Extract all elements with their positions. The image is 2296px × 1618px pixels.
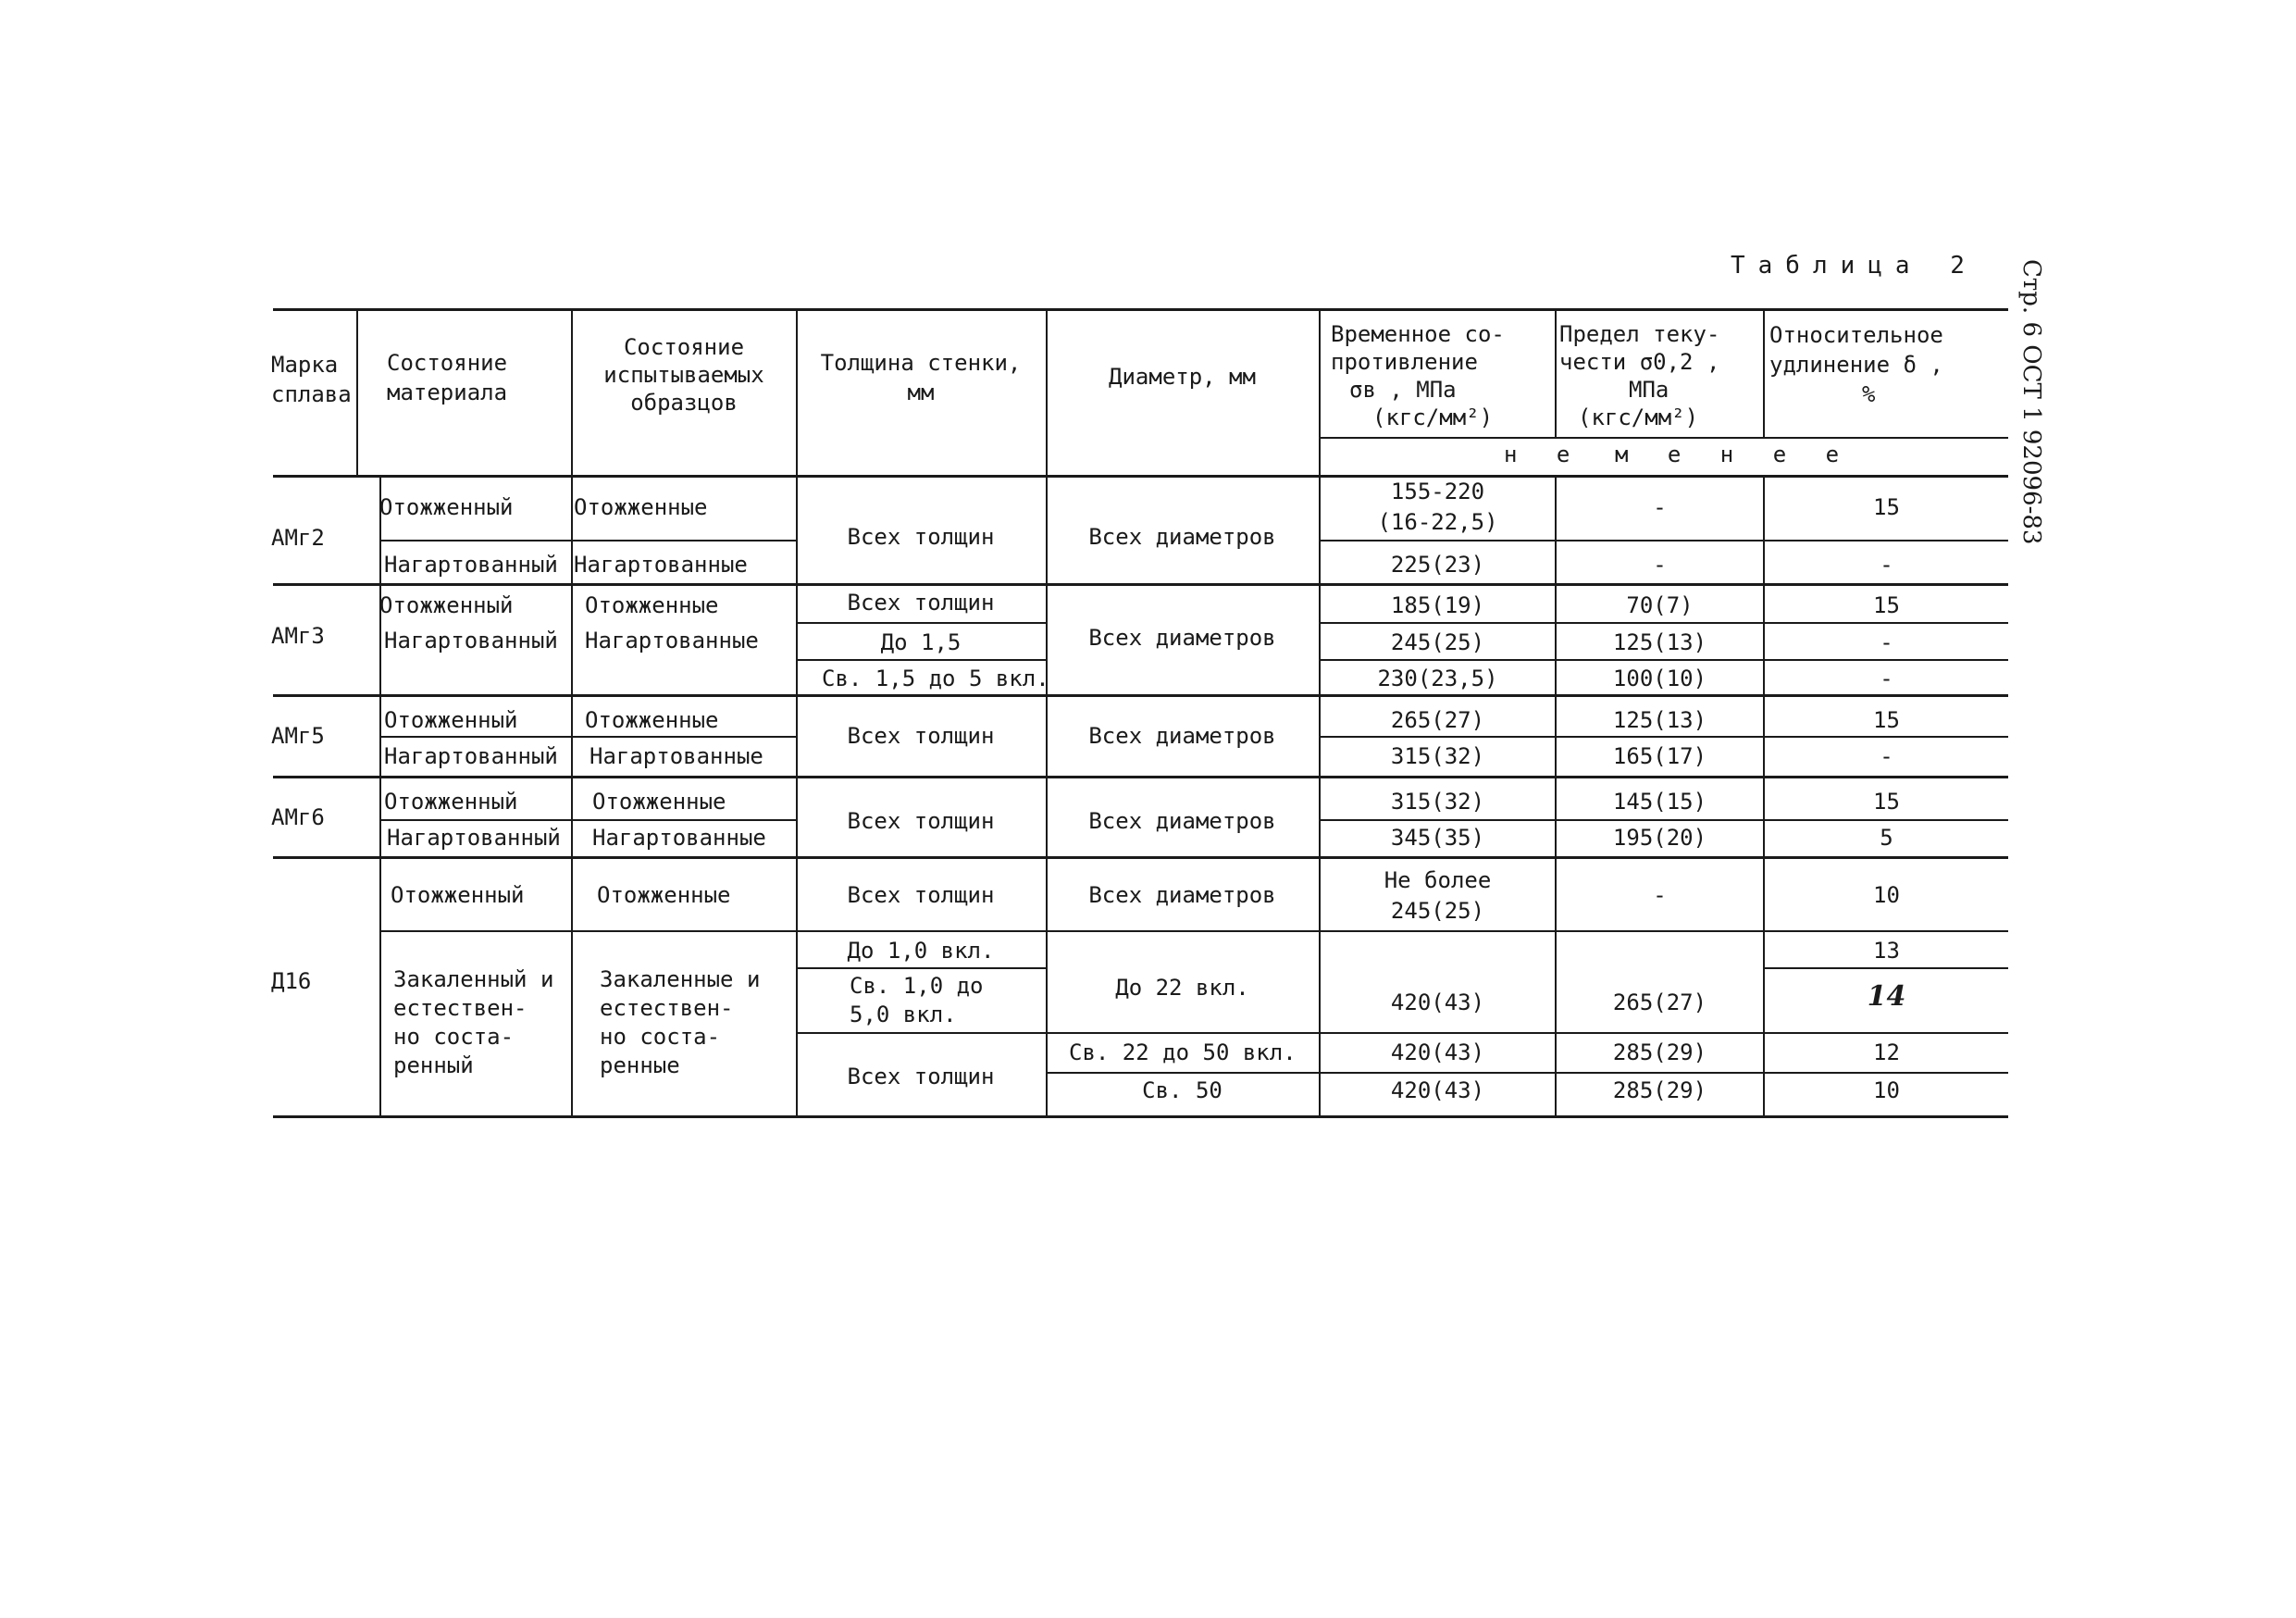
table-cell: 265(27) [1390,707,1485,733]
table-cell: 125(13) [1612,629,1707,655]
table-cell: Нагартованный [384,628,558,653]
table-cell: 15 [1873,592,1900,618]
grade-amg3: АМг3 [271,623,325,649]
table-cell: Св. 1,0 до 5,0 вкл. [850,973,984,1027]
table-cell: Всех толщин [847,524,995,550]
table-cell: 230(23,5) [1377,666,1498,691]
header-material-state: Состояние материала [387,350,508,405]
table-cell: 315(32) [1390,789,1485,815]
header-wall-thickness: Толщина стенки, мм [820,350,1022,405]
table-cell: Нагартованный [384,743,558,769]
table-cell: Отожженные [585,592,719,618]
grade-amg2: АМг2 [271,525,325,551]
table-cell: Всех диаметров [1088,524,1276,550]
table-cell: 185(19) [1390,592,1485,618]
table-cell: 345(35) [1390,825,1485,851]
table-cell: - [1653,552,1667,578]
table-cell: 70(7) [1626,592,1694,618]
table-cell: Всех толщин [847,882,995,908]
table-cell: 265(27) [1612,989,1707,1015]
table-cell: Нагартованные [592,825,766,851]
grade-amg5: АМг5 [271,723,325,749]
table-cell: 12 [1873,1039,1900,1065]
table-cell: Всех толщин [847,590,995,616]
table-cell: Нагартованные [590,743,763,769]
table-cell: Отожженные [597,882,731,908]
handwritten-correction: 14 [1867,980,1906,1013]
table-cell: Отожженный [391,882,525,908]
table-cell: Нагартованный [387,825,561,851]
table-cell: - [1880,743,1893,769]
table-cell: - [1880,666,1893,691]
table-caption: Таблица 2 [1731,252,1978,280]
table-cell: Нагартованный [384,552,558,578]
header-not-less-1: н е [1504,442,1583,467]
table-cell: 15 [1873,494,1900,520]
table-cell: 225(23) [1390,552,1485,578]
table-cell: 15 [1873,707,1900,733]
header-sample-state: Состояние испытываемых образцов [603,334,764,416]
table-cell: 245(25) [1390,629,1485,655]
table-cell: Отожженный [384,789,518,815]
table-cell: 15 [1873,789,1900,815]
table-cell: Закаленные и естествен- но соста- ренные [600,966,761,1078]
table-cell: - [1653,494,1667,520]
table-cell: Св. 22 до 50 вкл. [1069,1039,1297,1065]
table-cell: Отожженный [384,707,518,733]
table-cell: - [1653,882,1667,908]
table-cell: Всех диаметров [1088,723,1276,749]
header-tensile-strength: Временное со- противление σв , МПа (кгс/мм²) [1331,321,1505,430]
table-cell: Всех толщин [847,808,995,834]
table-cell: Нагартованные [574,552,748,578]
table-cell: 5 [1880,825,1893,851]
table-cell: 10 [1873,1077,1900,1103]
table-cell: Не более 245(25) [1384,867,1492,924]
document-reference: Стр. 6 ОСТ 1 92096-83 [2017,259,2045,545]
table-cell: Отожженные [574,494,708,520]
table-cell: Всех диаметров [1088,882,1276,908]
table-cell: - [1880,629,1893,655]
table-cell: Св. 1,5 до 5 вкл. [822,666,1049,691]
table-cell: Отожженный [379,592,514,618]
table-cell: Отожженные [585,707,719,733]
table-cell: До 22 вкл. [1115,975,1249,1001]
table-cell: 145(15) [1612,789,1707,815]
table-cell: Закаленный и естествен- но соста- ренный [393,966,554,1078]
table-cell: До 1,0 вкл. [847,938,995,964]
table-cell: 420(43) [1390,989,1485,1015]
table-cell: 195(20) [1612,825,1707,851]
table-cell: Всех диаметров [1088,808,1276,834]
table-cell: Всех толщин [847,723,995,749]
table-cell: 125(13) [1612,707,1707,733]
table-cell: Нагартованные [585,628,759,653]
table-cell: 420(43) [1390,1077,1485,1103]
table-cell: 285(29) [1612,1039,1707,1065]
table-cell: 285(29) [1612,1077,1707,1103]
table-cell: Отожженный [379,494,514,520]
table-cell: Св. 50 [1142,1077,1222,1103]
table-cell: Всех диаметров [1088,625,1276,651]
header-grade: Марка сплава [271,352,352,407]
header-diameter: Диаметр, мм [1109,364,1256,390]
header-yield-strength: Предел теку- чести σ0,2 , МПа (кгс/мм²) [1559,321,1720,430]
header-not-less-2: м е н е е [1615,442,1853,467]
table-cell: 420(43) [1390,1039,1485,1065]
grade-amg6: АМг6 [271,804,325,830]
table-cell: 165(17) [1612,743,1707,769]
table-cell: До 1,5 [880,629,962,655]
table-cell: 100(10) [1612,666,1707,691]
header-elongation: Относительное удлинение δ , % [1769,322,1943,407]
table-cell: 155-220 (16-22,5) [1377,479,1498,535]
table-cell: Всех толщин [847,1064,995,1089]
table-cell: - [1880,552,1893,578]
table-cell: Отожженные [592,789,726,815]
table-cell: 10 [1873,882,1900,908]
table-cell: 315(32) [1390,743,1485,769]
grade-d16: Д16 [271,968,312,994]
table-cell: 13 [1873,938,1900,964]
